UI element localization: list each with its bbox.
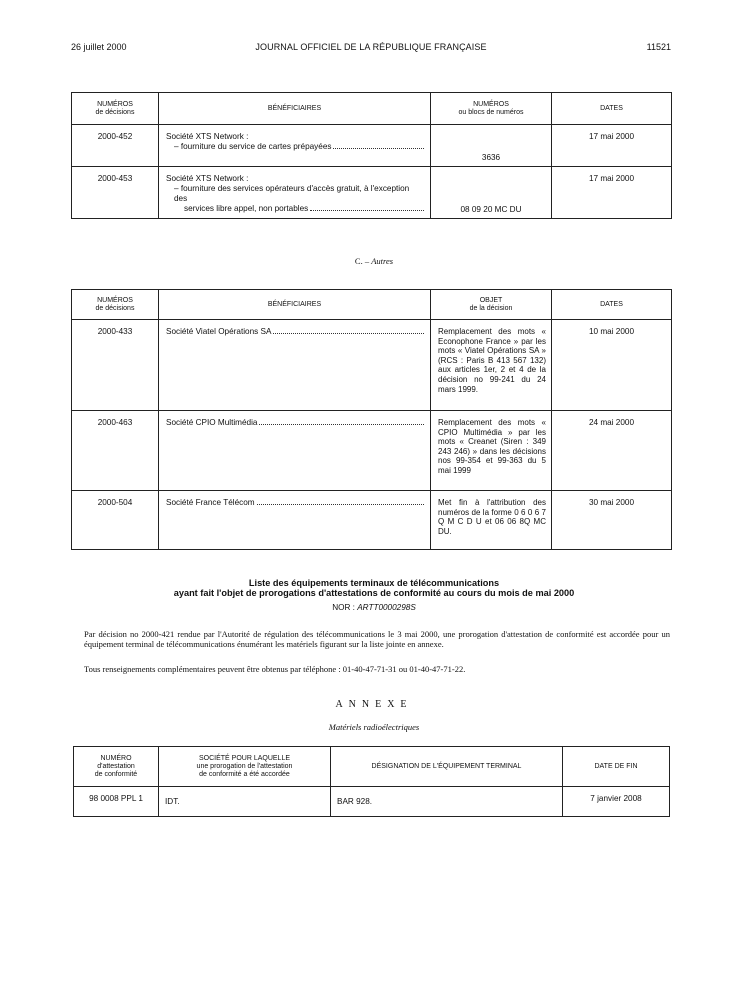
decision-number: 2000-504	[72, 491, 159, 550]
decision-date: 24 mai 2000	[552, 411, 672, 491]
col-header-decisions: NUMÉROS de décisions	[72, 290, 159, 320]
beneficiary-name: Société France Télécom	[166, 498, 255, 507]
company-cell: IDT.	[159, 787, 331, 817]
beneficiary-cell	[159, 491, 431, 550]
header-journal-title: JOURNAL OFFICIEL DE LA RÉPUBLIQUE FRANÇAISE	[255, 42, 487, 52]
running-header	[71, 42, 671, 56]
col-header-designation: DÉSIGNATION DE L'ÉQUIPEMENT TERMINAL	[331, 747, 563, 787]
beneficiary-cell	[159, 167, 431, 219]
col-header-beneficiaires: BÉNÉFICIAIRES	[159, 93, 431, 125]
col-header-attestation: NUMÉRO d'attestation de conformité	[74, 747, 159, 787]
table-row	[74, 787, 670, 817]
beneficiary-name: Société CPIO Multimédia	[166, 418, 258, 427]
numbers-table	[71, 92, 672, 219]
number-block: 3636	[431, 125, 552, 167]
decision-number: 2000-463	[72, 411, 159, 491]
decision-number: 2000-453	[72, 167, 159, 219]
decision-date: 30 mai 2000	[552, 491, 672, 550]
col-header-date-fin: DATE DE FIN	[563, 747, 670, 787]
table-header-row	[74, 747, 670, 787]
section-heading: C. – Autres	[354, 256, 394, 266]
decision-object: Remplacement des mots « Econophone France » par les mots « Viatel Opérations SA » (RCS : Paris B 413 567 132) aux articles 1er, 2 et 4 de la décision no 99-241 du 24 mars 1999.	[431, 320, 552, 411]
col-header-decisions: NUMÉROS de décisions	[72, 93, 159, 125]
decision-number: 2000-433	[72, 320, 159, 411]
col-header-societe: SOCIÉTÉ POUR LAQUELLE une prorogation de l'attestation de conformité a été accordée	[159, 747, 331, 787]
beneficiary-name: Société Viatel Opérations SA	[166, 327, 272, 336]
service-line: – fourniture du service de cartes prépayées	[166, 142, 424, 152]
table-row	[72, 320, 672, 411]
service-line: – fourniture des services opérateurs d'accès gratuit, à l'exception des	[174, 184, 410, 203]
beneficiary-cell	[159, 411, 431, 491]
col-header-objet: OBJET de la décision	[431, 290, 552, 320]
decision-number: 2000-452	[72, 125, 159, 167]
section-title: Autres	[371, 256, 394, 266]
attestation-number: 98 0008 PPL 1	[74, 787, 159, 817]
annexe-subtitle: Matériels radioélectriques	[328, 722, 420, 732]
list-title: Liste des équipements terminaux de télécommunications ayant fait l'objet de prorogations d'attestations de conformité au cours du mois de mai 2000	[173, 578, 575, 598]
service-line-continued: services libre appel, non portables	[166, 204, 424, 214]
table-header-row	[72, 290, 672, 320]
paragraph-decision: Par décision no 2000-421 rendue par l'Autorité de régulation des télécommunications le 3 mai 2000, une prorogation d'attestation de conformité est accordée pour un équipement terminal de télécommunications énumérant les matériels figurant sur la liste jointe en annexe.	[84, 629, 670, 649]
col-header-dates: DATES	[552, 290, 672, 320]
beneficiary-cell	[159, 320, 431, 411]
col-header-beneficiaires: BÉNÉFICIAIRES	[159, 290, 431, 320]
nor-value: ARTT0000298S	[357, 603, 416, 612]
end-date: 7 janvier 2008	[563, 787, 670, 817]
table-row	[72, 167, 672, 219]
beneficiary-cell	[159, 125, 431, 167]
decision-object: Remplacement des mots « CPIO Multimédia » par les mots « Creanet (Siren : 349 243 246) » dans les décisions nos 99-354 et 99-363 du 5 mai 1999	[431, 411, 552, 491]
table-header-row	[72, 93, 672, 125]
table-row	[72, 491, 672, 550]
decisions-table	[71, 289, 672, 550]
header-date: 26 juillet 2000	[71, 42, 127, 52]
decision-object: Met fin à l'attribution des numéros de la forme 0 6 0 6 7 Q M C D U et 06 06 8Q MC DU.	[431, 491, 552, 550]
decision-date: 17 mai 2000	[552, 167, 672, 219]
designation-cell: BAR 928.	[331, 787, 563, 817]
col-header-blocs: NUMÉROS ou blocs de numéros	[431, 93, 552, 125]
decision-date: 10 mai 2000	[552, 320, 672, 411]
annexe-heading: ANNEXE	[335, 699, 413, 710]
header-page-number: 11521	[646, 42, 671, 52]
table-row	[72, 125, 672, 167]
decision-date: 17 mai 2000	[552, 125, 672, 167]
table-row	[72, 411, 672, 491]
company-name: Société XTS Network :	[166, 132, 249, 141]
nor-label: NOR :	[332, 603, 355, 612]
paragraph-contact: Tous renseignements complémentaires peuvent être obtenus par téléphone : 01-40-47-71-31 ou 01-40-47-71-22.	[84, 664, 466, 674]
number-block: 08 09 20 MC DU	[431, 167, 552, 219]
annexe-table	[73, 746, 670, 817]
nor-reference	[0, 603, 748, 612]
col-header-dates: DATES	[552, 93, 672, 125]
company-name: Société XTS Network :	[166, 174, 249, 183]
